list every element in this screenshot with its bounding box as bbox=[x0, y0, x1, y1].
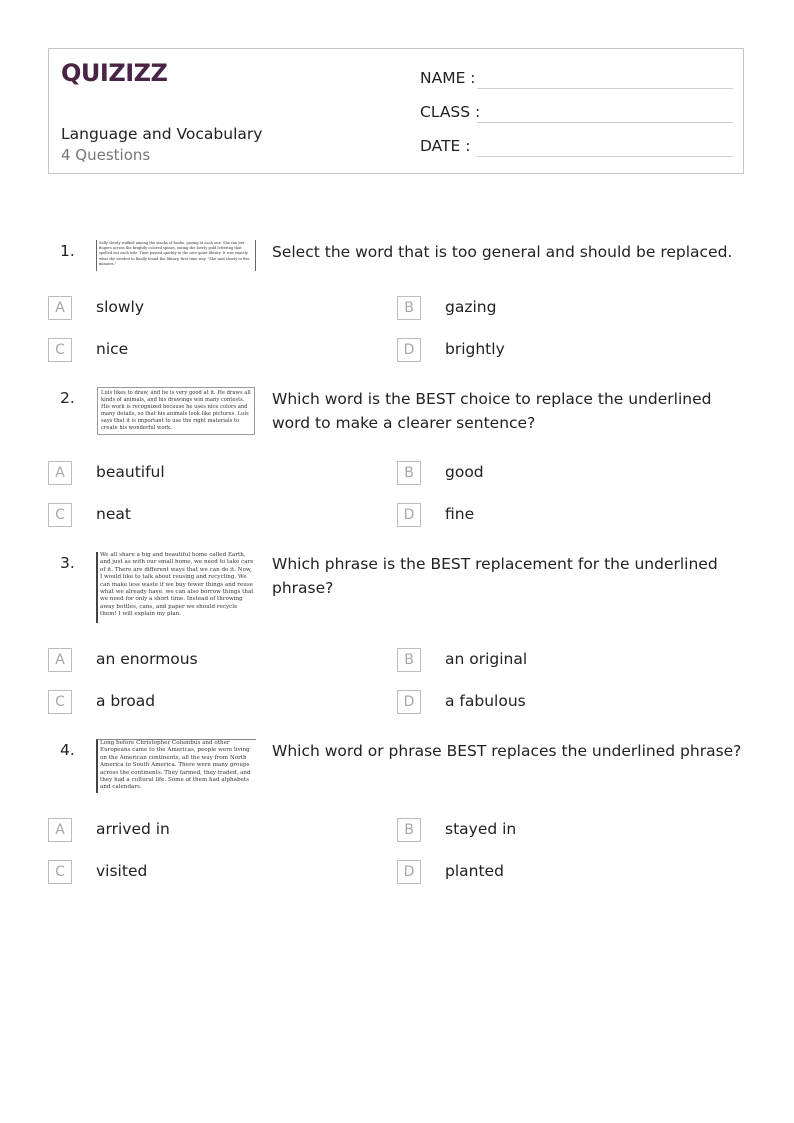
option-letter-c[interactable]: C bbox=[48, 860, 72, 884]
option-text[interactable]: slowly bbox=[96, 298, 145, 316]
passage-image bbox=[96, 739, 256, 793]
class-label: CLASS : bbox=[420, 103, 481, 121]
option-letter-d[interactable]: D bbox=[397, 503, 421, 527]
passage-image bbox=[97, 387, 255, 435]
option-text[interactable]: an original bbox=[445, 650, 528, 668]
option-text[interactable]: brightly bbox=[445, 340, 505, 358]
option-letter-a[interactable]: A bbox=[48, 648, 72, 672]
option-letter-c[interactable]: C bbox=[48, 690, 72, 714]
class-line bbox=[477, 122, 733, 123]
option-letter-a[interactable]: A bbox=[48, 818, 72, 842]
worksheet-title: Language and Vocabulary bbox=[61, 125, 263, 143]
option-text[interactable]: nice bbox=[96, 340, 129, 358]
question-number: 2. bbox=[60, 389, 75, 407]
option-text[interactable]: a broad bbox=[96, 692, 156, 710]
date-label: DATE : bbox=[420, 137, 471, 155]
option-letter-c[interactable]: C bbox=[48, 503, 72, 527]
date-field[interactable] bbox=[420, 137, 470, 155]
option-text[interactable]: an enormous bbox=[96, 650, 198, 668]
name-field[interactable] bbox=[420, 69, 476, 87]
worksheet-header bbox=[48, 48, 744, 174]
option-letter-d[interactable]: D bbox=[397, 860, 421, 884]
option-text[interactable]: stayed in bbox=[445, 820, 517, 838]
option-letter-a[interactable]: A bbox=[48, 296, 72, 320]
question-text: Which word is the BEST choice to replace the underlined word to make a clearer sentence? bbox=[272, 390, 712, 432]
option-text[interactable]: planted bbox=[445, 862, 504, 880]
question-number: 3. bbox=[60, 554, 75, 572]
option-letter-c[interactable]: C bbox=[48, 338, 72, 362]
passage-text: We all share a big and beautiful home called Earth, and just as with our small home, we need to take care of it. There are different ways that we can do it. Now, I would like to talk about reusing and recycling. We can make less waste if we buy fewer things and reuse what we already have. we can also borrow things that we need for only a short time. Instead of throwing away bottles, cans, and paper we should recycle them! I will explain my plan. bbox=[100, 552, 254, 618]
question-count: 4 Questions bbox=[61, 146, 151, 164]
option-text[interactable]: gazing bbox=[445, 298, 497, 316]
option-letter-b[interactable]: B bbox=[397, 296, 421, 320]
question-number: 1. bbox=[60, 242, 75, 260]
passage-image bbox=[96, 240, 256, 271]
quizizz-logo: QUIZIZZ bbox=[61, 59, 168, 87]
option-letter-b[interactable]: B bbox=[397, 461, 421, 485]
passage-image bbox=[96, 552, 256, 623]
option-letter-d[interactable]: D bbox=[397, 338, 421, 362]
class-field[interactable] bbox=[420, 103, 480, 121]
date-line bbox=[477, 156, 733, 157]
option-text[interactable]: arrived in bbox=[96, 820, 170, 838]
passage-text: Long before Christopher Columbus and other Europeans came to the Americas, people were living on the American continents, all the way from North America to South America. There were many groups across the continents. They farmed, they traded, and they had a cultural life. Some of them had alphabets and calendars. bbox=[100, 740, 251, 791]
option-letter-d[interactable]: D bbox=[397, 690, 421, 714]
question-text: Which word or phrase BEST replaces the underlined phrase? bbox=[272, 742, 742, 760]
name-line bbox=[477, 88, 733, 89]
option-text[interactable]: neat bbox=[96, 505, 131, 523]
question-text: Select the word that is too general and should be replaced. bbox=[272, 243, 733, 261]
option-letter-a[interactable]: A bbox=[48, 461, 72, 485]
option-letter-b[interactable]: B bbox=[397, 648, 421, 672]
name-label: NAME : bbox=[420, 69, 476, 87]
option-text[interactable]: good bbox=[445, 463, 484, 481]
option-text[interactable]: beautiful bbox=[96, 463, 165, 481]
passage-text: Sally slowly walked among the stacks of books, gazing at each one. She ran her fingers across the brightly colored spines, eating the lovely gold lettering that spelled out each title. Time passed quickly in the nice quiet library. It was exactly what she needed to finally found the library, first time way. "She said slowly to five minutes." bbox=[99, 241, 250, 266]
passage-text: Luis likes to draw, and he is very good at it. He draws all kinds of animals, and his drawings win many contests. His work is recognized because he uses nice colors and many details, so that his animals look like pictures. Luis says that it is important to use the right materials to create his wonderful work. bbox=[101, 390, 251, 431]
option-text[interactable]: visited bbox=[96, 862, 148, 880]
option-text[interactable]: a fabulous bbox=[445, 692, 526, 710]
question-text: Which phrase is the BEST replacement for the underlined phrase? bbox=[272, 555, 718, 597]
option-text[interactable]: fine bbox=[445, 505, 475, 523]
question-number: 4. bbox=[60, 741, 75, 759]
option-letter-b[interactable]: B bbox=[397, 818, 421, 842]
